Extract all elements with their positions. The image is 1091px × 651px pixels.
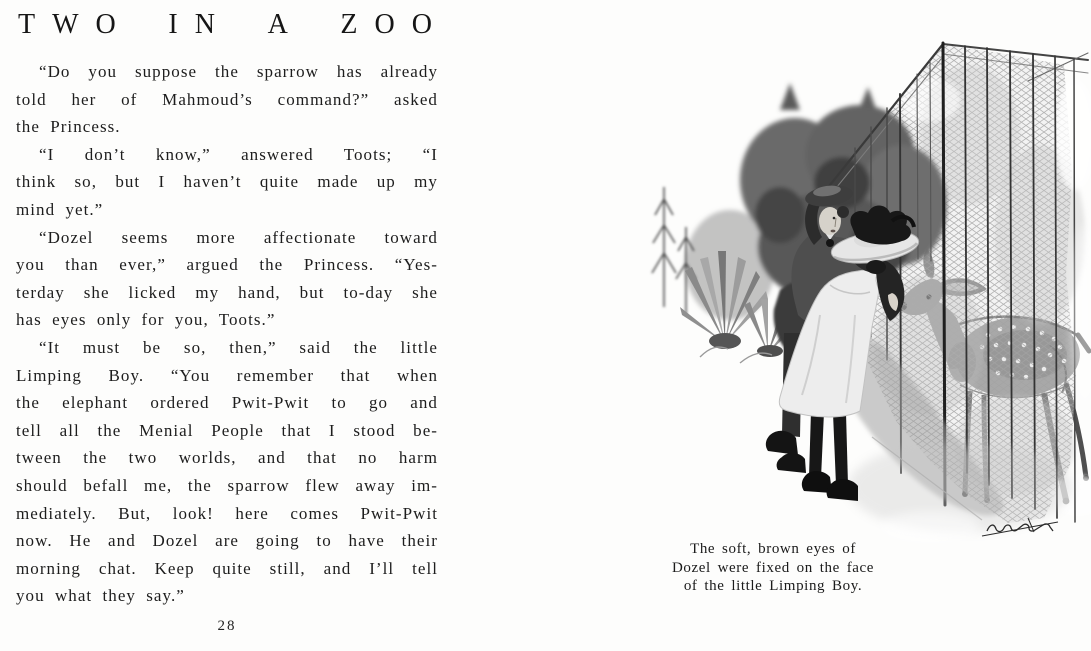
text-line: think so, but I haven’t quite made up my [16,172,438,192]
text-line: terday she licked my hand, but to-day she [16,282,438,302]
text-line: told her of Mahmoud’s command?” asked [16,89,438,109]
illustration-caption [648,540,898,596]
chapter-title [18,8,449,42]
text-line: you than ever,” argued the Princess. “Yes- [16,255,438,275]
text-line: the elephant ordered Pwit-Pwit to go and [16,393,438,413]
text-line: now. He and Dozel are going to have their [16,531,438,551]
text-line: morning chat. Keep quite still, and I’ll tell [16,558,438,578]
title-word: IN [168,9,232,40]
girl-boot [827,479,858,501]
text-line: of the little Limping Boy. [683,578,863,595]
text-line: The soft, brown eyes of [690,541,856,557]
title-word: ZOO [340,9,449,40]
paragraph [16,58,438,141]
boy-tie [826,239,834,247]
text-line: tell all the Menial People that I stood be- [16,420,438,440]
text-line: “Do you suppose the sparrow has already [39,62,438,81]
paragraph [16,224,438,334]
text-line: you what they say.” [16,586,185,606]
boy-boot [777,453,806,473]
text-line: “Dozel seems more affectionate toward [39,227,438,247]
paragraph [16,334,438,610]
text-line: mind yet.” [16,199,104,219]
text-line: Dozel were fixed on the face [671,559,875,576]
body-text [16,58,438,610]
right-page [630,0,1091,651]
title-word: TWO [18,9,133,40]
text-line: should befall me, the sparrow flew away im- [16,475,438,495]
text-line: “I don’t know,” answered Toots; “I [39,144,438,164]
text-line: “It must be so, then,” said the little [39,337,438,357]
text-line: has eyes only for you, Toots.” [16,310,276,330]
page-number: 28 [217,617,237,634]
text-line: Limping Boy. “You remember that when [16,365,438,385]
title-word: A [267,9,305,40]
text-line: tween the two worlds, and that no harm [16,448,438,468]
paragraph [16,141,438,224]
text-line: mediately. But, look! here comes Pwit-Pwit [16,503,438,523]
left-page [16,8,449,635]
zoo-illustration [630,15,1091,545]
text-line: the Princess. [16,117,121,137]
